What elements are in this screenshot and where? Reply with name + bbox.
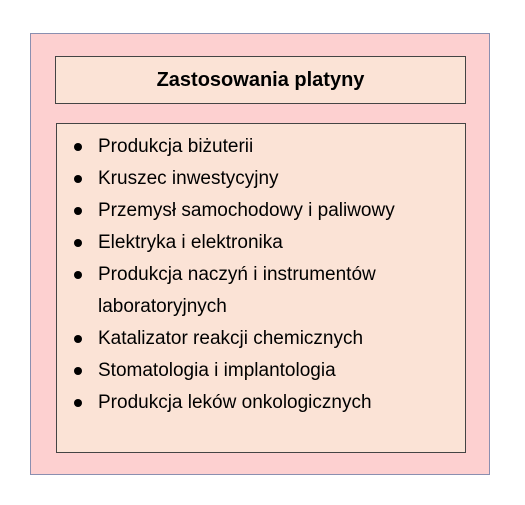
applications-list	[71, 131, 463, 419]
list-item	[71, 195, 463, 227]
bullet-icon	[74, 239, 82, 247]
bullet-icon	[74, 335, 82, 343]
list-item	[71, 131, 463, 163]
list-item	[71, 355, 463, 387]
list-item-label: Elektryka i elektronika	[98, 232, 283, 253]
list-item	[71, 387, 463, 419]
list-item-label: Kruszec inwestycyjny	[98, 168, 279, 189]
list-item-label: Katalizator reakcji chemicznych	[98, 328, 364, 349]
bullet-icon	[74, 367, 82, 375]
diagram-frame	[30, 33, 490, 475]
bullet-icon	[74, 207, 82, 215]
title-box	[55, 56, 466, 104]
list-item-label: Produkcja leków onkologicznych	[98, 392, 372, 413]
applications-list-box	[56, 123, 466, 453]
bullet-icon	[74, 271, 82, 279]
list-item	[71, 163, 463, 195]
list-item-label: Stomatologia i implantologia	[98, 360, 336, 381]
list-item-label: Produkcja biżuterii	[98, 136, 254, 157]
list-item	[71, 323, 463, 355]
diagram-title: Zastosowania platyny	[156, 68, 365, 91]
bullet-icon	[74, 175, 82, 183]
list-item-label: Produkcja naczyń i instrumentów laboratoryjnych	[98, 264, 376, 317]
list-item-label: Przemysł samochodowy i paliwowy	[98, 200, 395, 221]
list-item	[71, 259, 463, 323]
bullet-icon	[74, 399, 82, 407]
bullet-icon	[74, 143, 82, 151]
list-item	[71, 227, 463, 259]
